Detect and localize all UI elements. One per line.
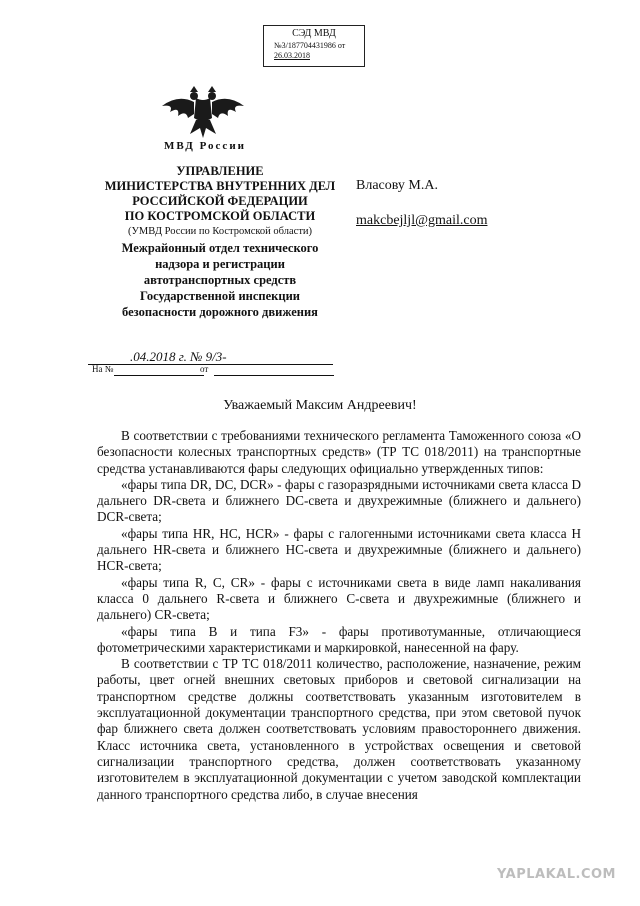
double-headed-eagle-emblem <box>160 84 246 140</box>
dept-line: Межрайонный отдел технического <box>121 241 319 255</box>
incoming-ref-line <box>92 364 337 374</box>
body-paragraph: В соответствии с ТР ТС 018/2011 количество, расположение, назначение, режим работы, цвет огней внешних световых приборов и световой сигнализации на транспортном средстве должны соответствовать указанным изготовителем в эксплуатационной документации транспортного средства, при этом световой пучок фар ближнего света должен соответствовать условиям правостороннего движения. Класс источника света, установленного в устройствах освещения и световой сигнализации транспортного средства, должен соответствовать указанному изготовителем в эксплуатационной документации с учетом заводской комплектации данного транспортного средства либо, в случае внесения <box>97 656 581 802</box>
sender-header <box>100 164 340 239</box>
body-paragraph: «фары типа HR, HC, HCR» - фары с галогенными источниками света класса H дальнего HR-света и ближнего HC-света и двухрежимные (ближнего и дальнего) HCR-света; <box>97 525 581 574</box>
registration-stamp <box>263 25 365 67</box>
dept-line: Государственной инспекции <box>140 289 300 303</box>
body-paragraph: «фары типа R, C, CR» - фары с источниками света в виде ламп накаливания класса 0 дальнего R-света и ближнего C-света и двухрежимные (ближнего и дальнего) CR-света; <box>97 574 581 623</box>
header-line: УПРАВЛЕНИЕ <box>176 164 264 178</box>
header-line: МИНИСТЕРСТВА ВНУТРЕННИХ ДЕЛ <box>104 179 336 193</box>
on-no-blank <box>114 375 204 376</box>
body-paragraph: В соответствии с требованиями технического регламента Таможенного союза «О безопасности колесных транспортных средств» (ТР ТС 018/2011) на транспортные средства устанавливаются фары следующих официально утвержденных типов: <box>97 428 581 476</box>
recipient-name: Власову М.А. <box>356 178 438 193</box>
body-paragraph: «фары типа DR, DC, DCR» - фары с газоразрядными источниками света класса D дальнего DR-света и ближнего DC-света и двухрежимные (ближнего и дальнего) DCR-света; <box>97 476 581 525</box>
from-label: от <box>200 364 209 374</box>
dept-line: автотранспортных средств <box>143 273 297 287</box>
department-header <box>110 240 330 320</box>
outgoing-ref-text: .04.2018 г. № 9/3- <box>130 349 227 364</box>
from-blank <box>214 375 334 376</box>
agency-name: МВД России <box>163 140 246 152</box>
header-line: РОССИЙСКОЙ ФЕДЕРАЦИИ <box>132 194 308 208</box>
recipient-email: makcbejljl@gmail.com <box>356 213 488 228</box>
header-line: ПО КОСТРОМСКОЙ ОБЛАСТИ <box>124 209 316 223</box>
dept-line: надзора и регистрации <box>155 257 285 271</box>
stamp-title: СЭД МВД <box>292 28 336 39</box>
outgoing-ref-line <box>88 349 333 365</box>
on-no-label: На № <box>92 364 114 374</box>
stamp-date: 26.03.2018 <box>274 51 310 60</box>
stamp-number: №3/187704431986 от <box>274 41 346 50</box>
header-abbreviation: (УМВД России по Костромской области) <box>127 226 313 237</box>
cut-off-address-line <box>140 326 310 334</box>
greeting: Уважаемый Максим Андреевич! <box>223 398 417 413</box>
letter-body <box>97 428 581 803</box>
dept-line: безопасности дорожного движения <box>122 305 318 319</box>
site-watermark: YAPLAKAL.COM <box>497 867 616 882</box>
body-paragraph: «фары типа B и типа F3» - фары противотуманные, отличающиеся фотометрическими характеристиками и маркировкой, нанесенной на фару. <box>97 623 581 655</box>
